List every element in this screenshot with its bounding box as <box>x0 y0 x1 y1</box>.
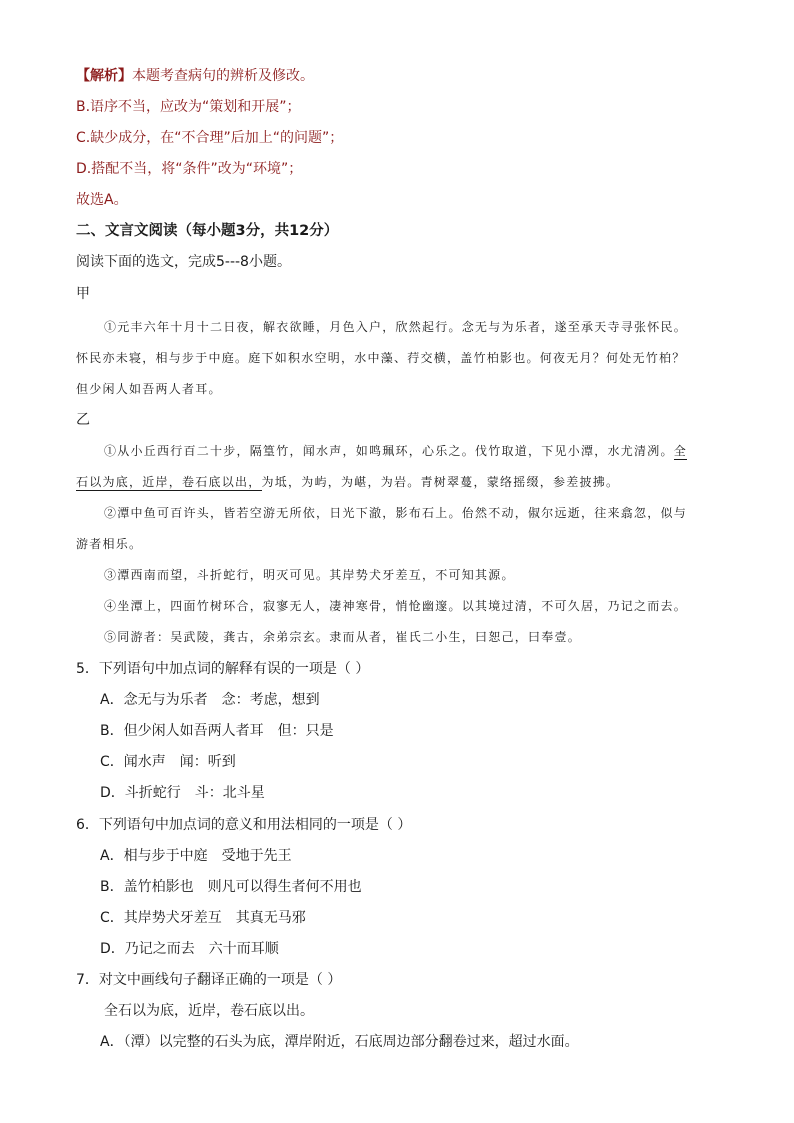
question-option: B．但少闲人如吾两人者耳 但：只是 <box>100 723 334 739</box>
underlined-sentence: 石以为底，近岸，卷石底以出， <box>76 475 262 489</box>
passage-yi-para1-line2: 石以为底，近岸，卷石底以出，为坻，为屿，为嵁，为岩。青树翠蔓，蒙络摇缀，参差披拂。 <box>76 475 620 489</box>
analysis-tag: 【解析】 <box>76 68 132 84</box>
question-option: C．闻水声 闻：听到 <box>100 754 236 770</box>
passage-jia-line: 但少闲人如吾两人者耳。 <box>76 382 222 396</box>
analysis-option-d: D.搭配不当，将“条件”改为“环境”； <box>76 161 303 177</box>
question-option: A．念无与为乐者 念：考虑，想到 <box>100 692 320 708</box>
question-quote: 全石以为底，近岸，卷石底以出。 <box>104 1003 314 1019</box>
question-stem: 5．下列语句中加点词的解释有误的一项是（ ） <box>76 661 370 677</box>
passage-yi-para5: ⑤同游者：吴武陵，龚古，余弟宗玄。隶而从者，崔氏二小生，曰恕己，曰奉壹。 <box>104 630 582 644</box>
section-heading: 二、文言文阅读（每小题3分，共12分） <box>76 223 339 239</box>
passage-yi-para3: ③潭西南而望，斗折蛇行，明灭可见。其岸势犬牙差互，不可知其源。 <box>104 568 515 582</box>
question-stem: 7．对文中画线句子翻译正确的一项是（ ） <box>76 972 342 988</box>
passage-yi-para4: ④坐潭上，四面竹树环合，寂寥无人，凄神寒骨，悄怆幽邃。以其境过清，不可久居，乃记之而去。 <box>104 599 688 613</box>
analysis-option-b: B.语序不当，应改为“策划和开展”； <box>76 99 301 115</box>
analysis-option-c: C.缺少成分，在“不合理”后加上“的问题”； <box>76 130 344 146</box>
analysis-answer: 故选A。 <box>76 192 128 208</box>
question-option: B．盖竹柏影也 则凡可以得生者何不用也 <box>100 879 362 895</box>
passage-jia-label: 甲 <box>76 286 90 302</box>
passage-jia-line: 怀民亦未寝，相与步于中庭。庭下如积水空明，水中藻、荇交横，盖竹柏影也。何夜无月？何处无竹柏？ <box>76 351 686 365</box>
question-option: D．斗折蛇行 斗：北斗星 <box>100 785 265 801</box>
analysis-intro: 本题考查病句的辨析及修改。 <box>132 68 314 84</box>
question-option: A．相与步于中庭 受地于先王 <box>100 848 292 864</box>
question-stem: 6．下列语句中加点词的意义和用法相同的一项是（ ） <box>76 817 412 833</box>
question-option: D．乃记之而去 六十而耳顺 <box>100 941 279 957</box>
question-option: A．（潭）以完整的石头为底，潭岸附近，石底周边部分翻卷过来，超过水面。 <box>100 1034 579 1050</box>
passage-yi-para1-line1: ①从小丘西行百二十步，隔篁竹，闻水声，如鸣珮环，心乐之。伐竹取道，下见小潭，水尤清冽。全 <box>104 444 688 458</box>
passage-yi-label: 乙 <box>76 412 90 428</box>
question-option: C．其岸势犬牙差互 其真无马邪 <box>100 910 306 926</box>
section-instruction: 阅读下面的选文，完成5---8小题。 <box>76 254 291 270</box>
passage-yi-para2-line1: ②潭中鱼可百许头，皆若空游无所依，日光下澈，影布石上。佁然不动，俶尔远逝，往来翕忽，似与 <box>104 506 688 520</box>
passage-jia-line: ①元丰六年十月十二日夜，解衣欲睡，月色入户，欣然起行。念无与为乐者，遂至承天寺寻张怀民。 <box>104 320 688 334</box>
underlined-sentence-start: 全 <box>673 444 688 458</box>
analysis-intro-line <box>0 66 794 86</box>
passage-yi-para2-line2: 游者相乐。 <box>76 537 143 551</box>
